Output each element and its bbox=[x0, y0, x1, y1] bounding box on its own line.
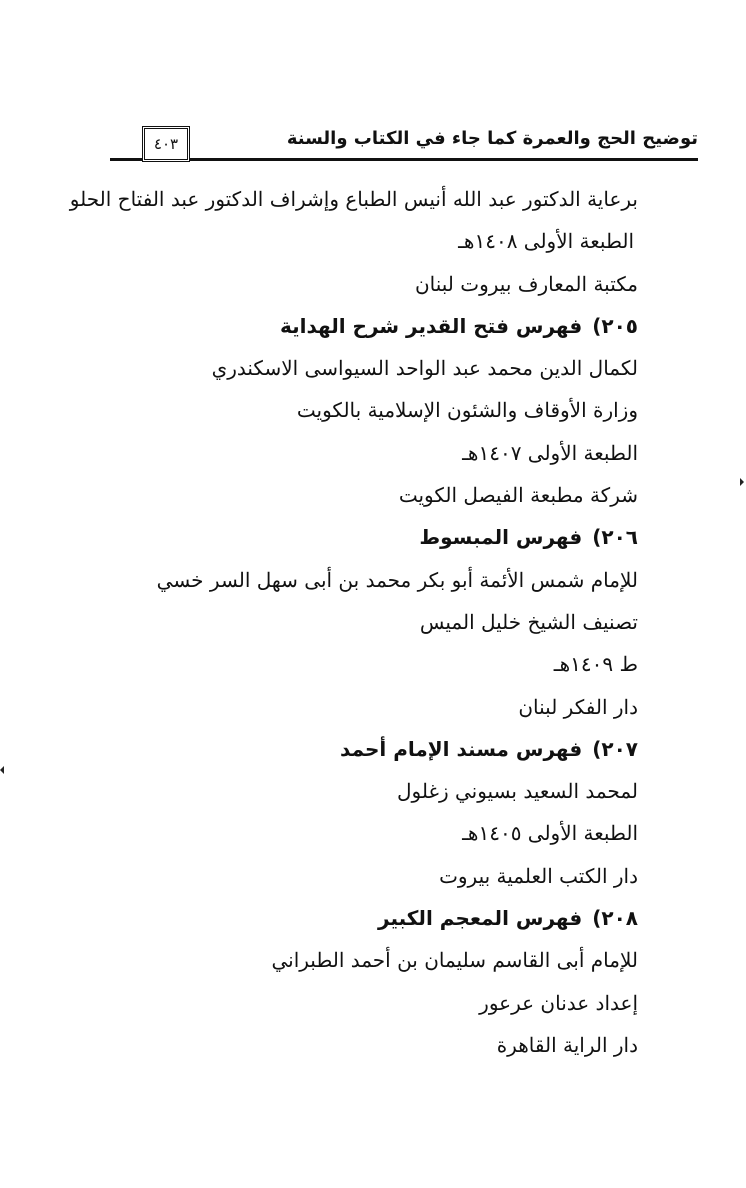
entries-list bbox=[69, 178, 638, 1066]
entry-line: برعاية الدكتور عبد الله أنيس الطباع وإشراف الدكتور عبد الفتاح الحلو bbox=[69, 187, 638, 211]
entry-line: إعداد عدنان عرعور bbox=[479, 990, 638, 1015]
header-rule-right bbox=[190, 158, 698, 161]
entry-number: ٢٠٧) bbox=[592, 736, 638, 761]
entry-line: الطبعة الأولى ١٤٠٧هـ bbox=[462, 440, 638, 465]
header-rule-left bbox=[110, 158, 142, 161]
page-header bbox=[110, 120, 698, 172]
entry-line: وزارة الأوقاف والشئون الإسلامية بالكويت bbox=[296, 398, 638, 423]
entry-heading: ٢٠٧)فهرس مسند الإمام أحمد bbox=[340, 736, 638, 761]
entry-line: ط ١٤٠٩هـ bbox=[553, 652, 638, 677]
entry-heading: ٢٠٥)فهرس فتح القدير شرح الهداية bbox=[279, 313, 638, 338]
entry-heading: ٢٠٦)فهرس المبسوط bbox=[419, 525, 638, 550]
entry-number: ٢٠٨) bbox=[592, 906, 638, 931]
margin-mark bbox=[0, 766, 4, 774]
entry-line: مكتبة المعارف بيروت لبنان bbox=[414, 271, 638, 296]
entry-number: ٢٠٥) bbox=[592, 313, 638, 338]
entry-line: دار الراية القاهرة bbox=[496, 1032, 638, 1057]
entry-number: ٢٠٦) bbox=[592, 525, 638, 550]
entry-line: دار الكتب العلمية بيروت bbox=[439, 863, 638, 888]
entry-line: الطبعة الأولى ١٤٠٥هـ bbox=[462, 821, 638, 846]
entry-line: تصنيف الشيخ خليل الميس bbox=[419, 609, 638, 634]
entry-heading: ٢٠٨)فهرس المعجم الكبير bbox=[378, 906, 638, 931]
entry-line: شركة مطبعة الفيصل الكويت bbox=[398, 483, 638, 508]
page-number: ٤٠٣ bbox=[142, 126, 190, 162]
running-title: توضيح الحج والعمرة كما جاء في الكتاب والسنة bbox=[286, 128, 698, 149]
entry-line: دار الفكر لبنان bbox=[518, 694, 638, 719]
entry-line: لمحمد السعيد بسيوني زغلول bbox=[397, 779, 638, 804]
entry-line: الطبعة الأولى ١٤٠٨هـ bbox=[458, 229, 634, 254]
margin-mark bbox=[740, 478, 744, 486]
entry-line: للإمام أبى القاسم سليمان بن أحمد الطبراني bbox=[271, 948, 638, 973]
entry-line: للإمام شمس الأئمة أبو بكر محمد بن أبى سهل السر خسي bbox=[156, 567, 638, 592]
entry-line: لكمال الدين محمد عبد الواحد السيواسى الاسكندري bbox=[211, 356, 638, 381]
